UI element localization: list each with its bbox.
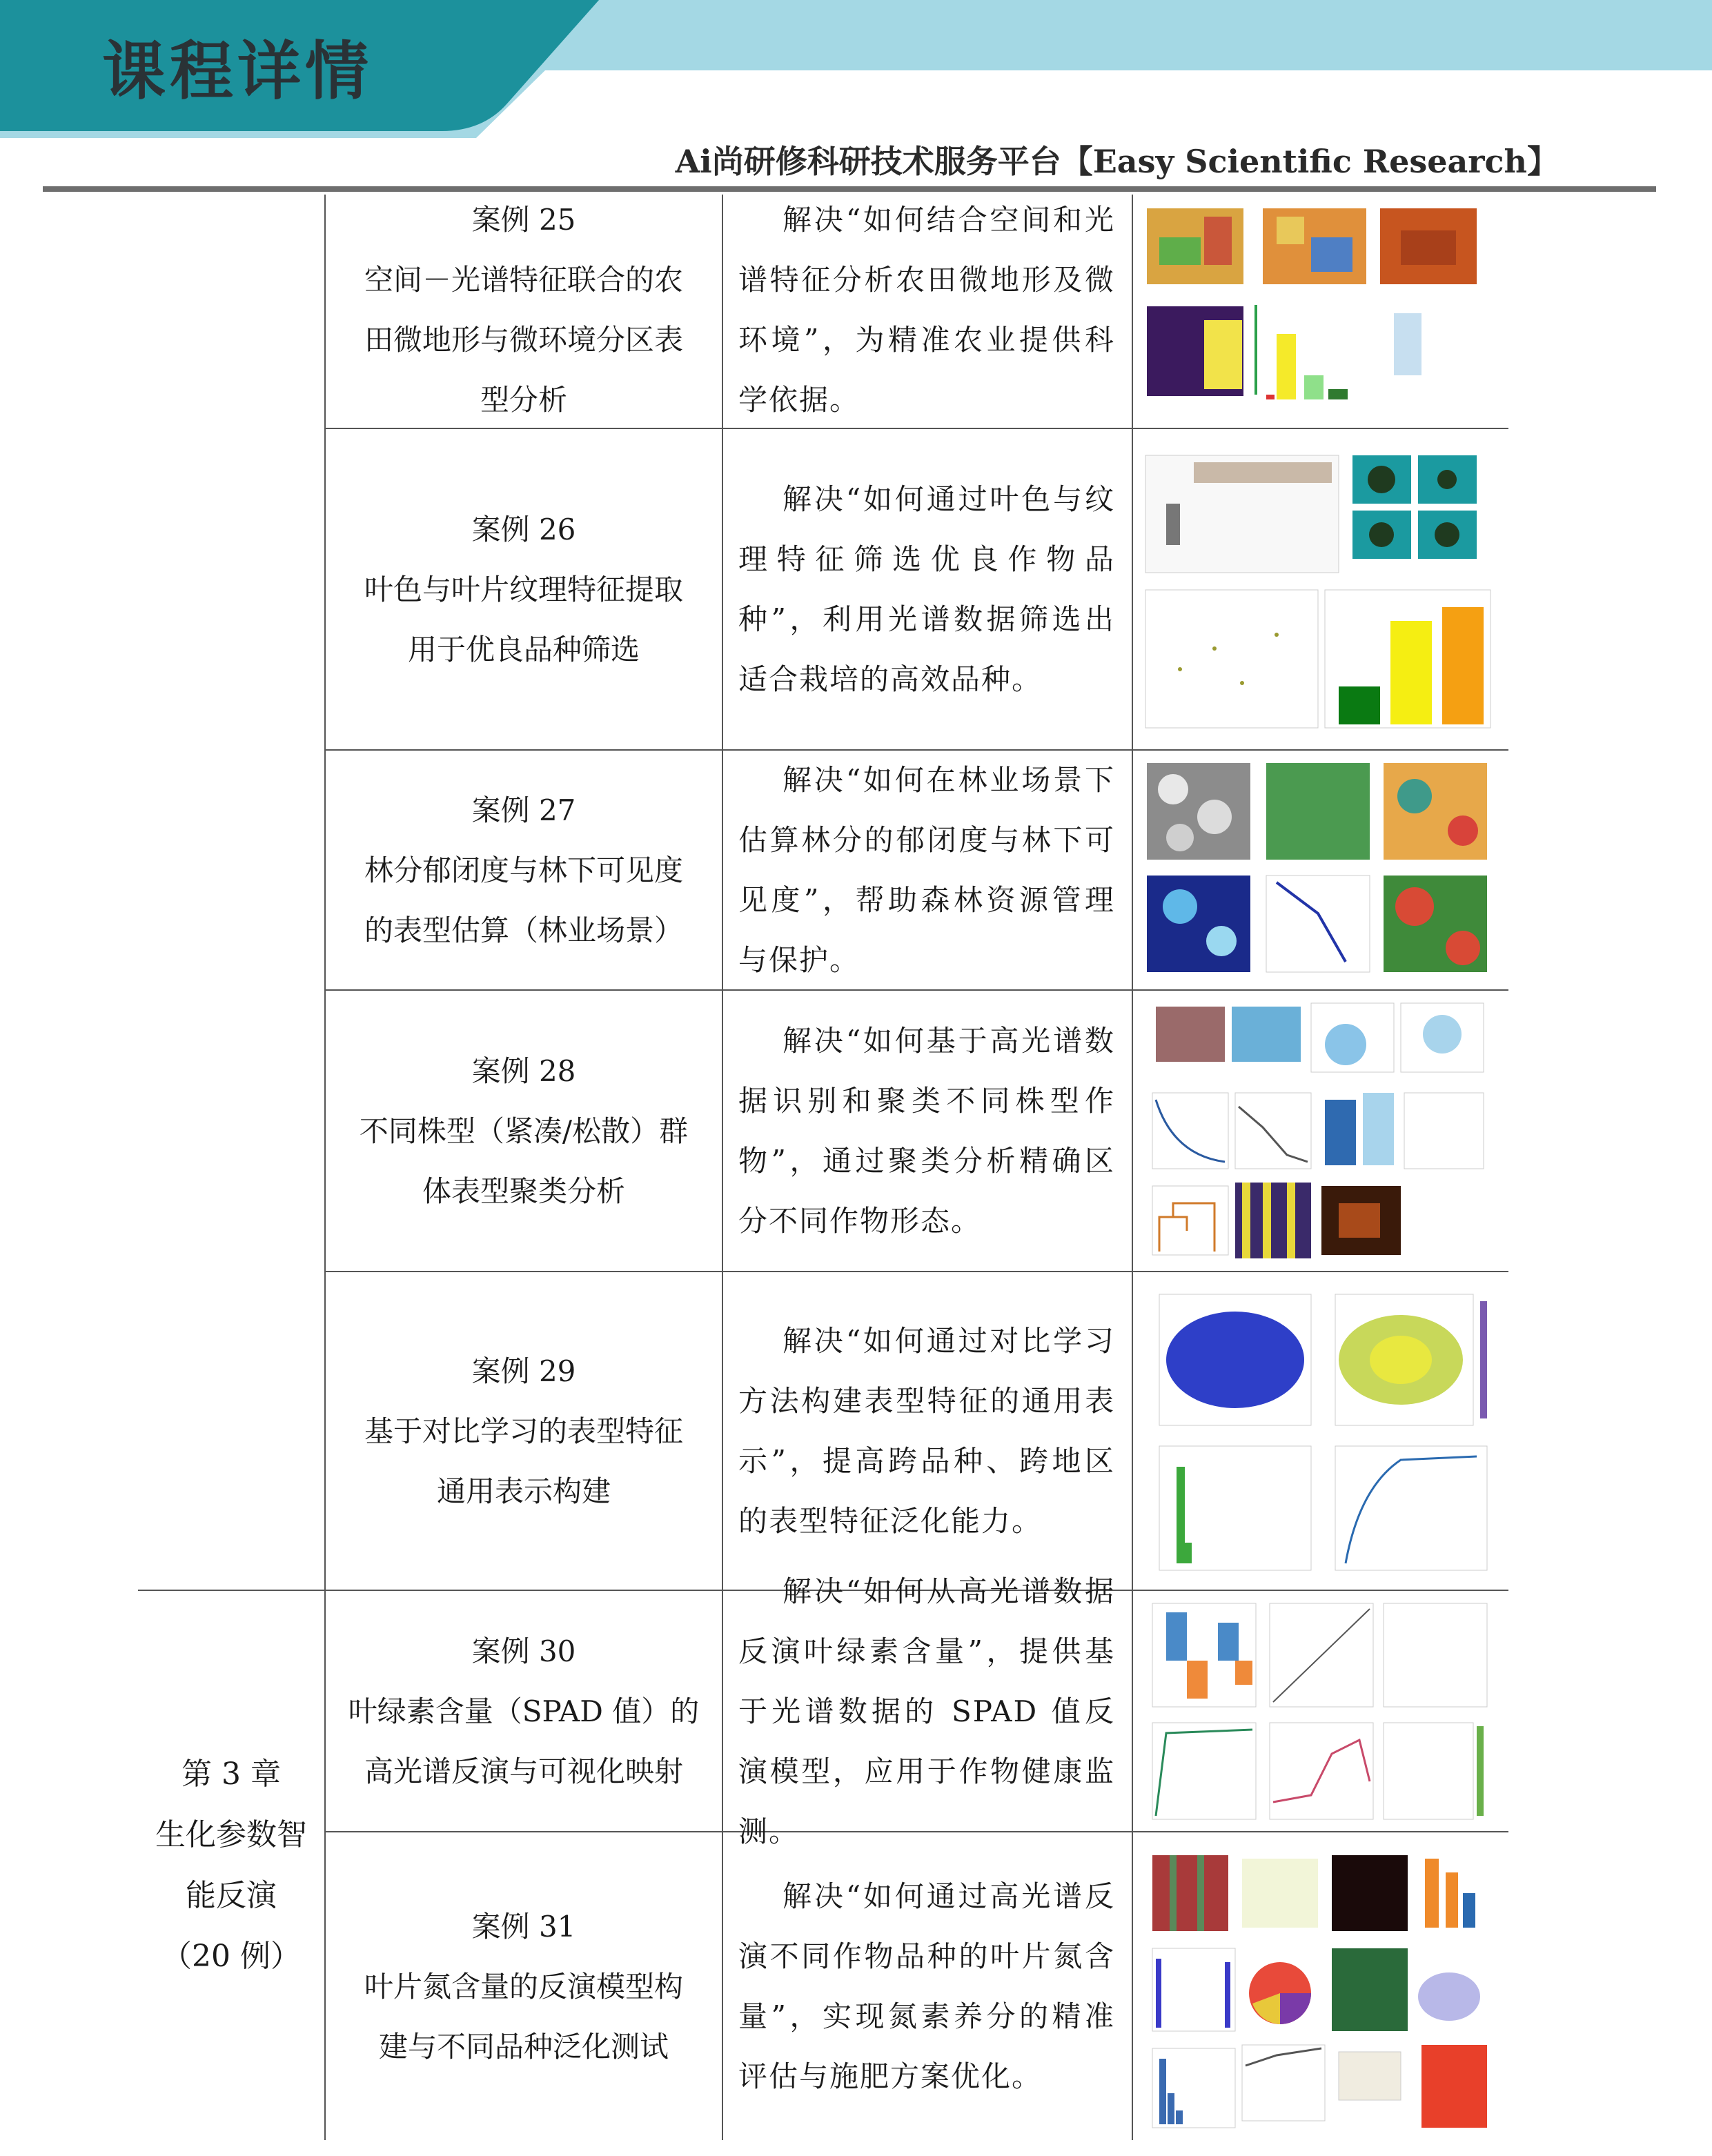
case-title-line: 型分析	[480, 383, 567, 417]
case-description: 解决“如何通过高光谱反演不同作物品种的叶片氮含量”，实现氮素养分的精准评估与施肥方案优化。	[738, 1879, 1115, 2093]
table-col-line	[1132, 195, 1133, 2140]
case-description-cell	[723, 1832, 1132, 2140]
case-title-line: 叶片氮含量的反演模型构	[364, 1969, 683, 2004]
leaf-texture-figure	[1139, 442, 1497, 738]
case-title-line: 不同株型（紧凑/松散）群	[359, 1114, 689, 1148]
case-title-cell	[326, 1591, 722, 1831]
case-title-line: 基于对比学习的表型特征	[364, 1414, 683, 1448]
case-title-line: 林分郁闭度与林下可见度	[364, 853, 683, 887]
case-title-cell	[326, 991, 722, 1271]
case-description-cell	[723, 192, 1132, 428]
case-title-cell	[326, 751, 722, 989]
case-number: 案例 30	[471, 1634, 576, 1668]
platform-name: Ai尚研修科研技术服务平台【Easy Scientific Research】	[675, 143, 1559, 180]
spatial-spectral-maps-figure	[1139, 196, 1497, 424]
forest-canopy-figure	[1139, 755, 1497, 985]
case-description: 解决“如何结合空间和光谱特征分析农田微地形及微环境”，为精准农业提供科学依据。	[738, 203, 1115, 417]
case-description-cell	[723, 991, 1132, 1271]
contrastive-learning-figure	[1139, 1280, 1497, 1581]
page-title: 课程详情	[102, 34, 373, 108]
case-title-line: 高光谱反演与可视化映射	[364, 1754, 683, 1788]
case-description: 解决“如何通过对比学习方法构建表型特征的通用表示”，提高跨品种、跨地区的表型特征泛化能力。	[738, 1324, 1115, 1538]
case-number: 案例 26	[471, 512, 576, 546]
case-description-cell	[723, 1272, 1132, 1590]
case-number: 案例 31	[471, 1909, 576, 1944]
case-title-line: 叶绿素含量（SPAD 值）的	[348, 1694, 700, 1728]
case-description: 解决“如何从高光谱数据反演叶绿素含量”，提供基于光谱数据的 SPAD 值反演模型，应用于作物健康监测。	[738, 1574, 1115, 1848]
clustering-figure	[1139, 996, 1497, 1267]
case-description-cell	[723, 751, 1132, 989]
case-title-line: 通用表示构建	[436, 1474, 611, 1508]
case-number: 案例 28	[471, 1054, 576, 1088]
case-title-cell	[326, 1832, 722, 2140]
chapter-title-line: 生化参数智	[155, 1817, 307, 1852]
case-number: 案例 25	[471, 203, 576, 237]
case-title-cell	[326, 192, 722, 428]
case-title-cell	[326, 1272, 722, 1590]
case-title-line: 叶色与叶片纹理特征提取	[364, 572, 683, 606]
case-title-line: 体表型聚类分析	[422, 1174, 625, 1208]
case-title-line: 建与不同品种泛化测试	[378, 2029, 669, 2064]
nitrogen-inversion-figure	[1139, 1838, 1497, 2136]
case-title-line: 用于优良品种筛选	[407, 632, 640, 666]
chapter-number: 第 3 章	[181, 1757, 281, 1792]
chapter-cell	[138, 1591, 324, 2140]
chapter-count: （20 例）	[161, 1939, 301, 1974]
case-title-cell	[326, 429, 722, 749]
case-description: 解决“如何通过叶色与纹理特征筛选优良作物品种”，利用光谱数据筛选出适合栽培的高效品种。	[738, 482, 1115, 696]
case-number: 案例 29	[471, 1354, 576, 1388]
spad-inversion-figure	[1139, 1595, 1497, 1827]
case-title-line: 田微地形与微环境分区表	[364, 323, 683, 357]
case-number: 案例 27	[471, 793, 576, 827]
case-title-line: 的表型估算（林业场景）	[364, 913, 683, 947]
case-description-cell	[723, 429, 1132, 749]
case-title-line: 空间－光谱特征联合的农	[364, 263, 683, 297]
case-description: 解决“如何在林业场景下估算林分的郁闭度与林下可见度”，帮助森林资源管理与保护。	[738, 763, 1115, 977]
chapter-title-line: 能反演	[186, 1878, 277, 1913]
case-description-cell	[723, 1574, 1132, 1848]
header-banner	[0, 0, 1712, 138]
case-description: 解决“如何基于高光谱数据识别和聚类不同株型作物”，通过聚类分析精确区分不同作物形态。	[738, 1024, 1115, 1238]
